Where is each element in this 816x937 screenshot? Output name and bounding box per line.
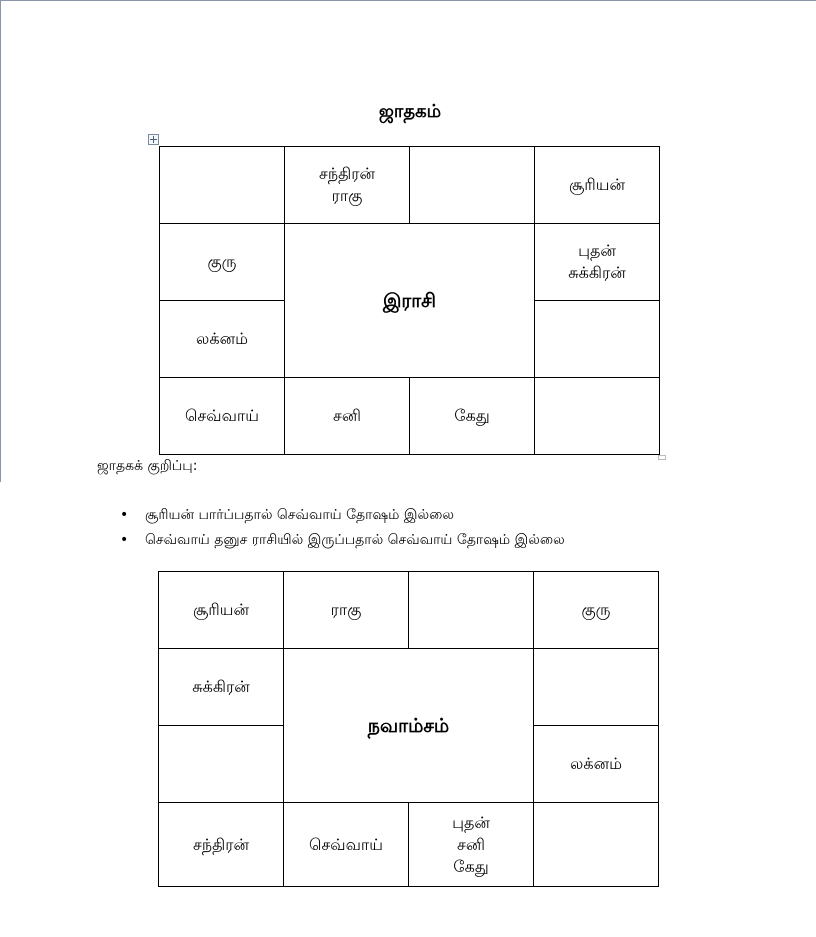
rasi-house-1	[285, 147, 410, 224]
page-edge	[0, 0, 1, 482]
planet-label: சனி	[457, 834, 485, 854]
ascendant-label: லக்னம்	[196, 329, 248, 348]
planet-label: சுக்கிரன்	[568, 263, 626, 282]
planet-label: சனி	[333, 406, 361, 425]
navamsam-house-7	[409, 803, 534, 887]
planet-label: ராகு	[330, 600, 362, 619]
navamsam-house-2	[409, 572, 534, 649]
notes-list	[120, 505, 565, 555]
rasi-house-3	[535, 147, 660, 224]
list-item	[120, 530, 565, 555]
chart-center-label: இராசி	[382, 289, 437, 312]
navamsam-house-5	[534, 726, 659, 803]
navamsam-center	[284, 649, 534, 803]
list-item	[120, 505, 565, 530]
note-text: செவ்வாய் தனுச ராசியில் இருப்பதால் செவ்வாய் தோஷம் இல்லை	[145, 532, 565, 548]
planet-label: புதன்	[452, 812, 490, 832]
planet-label: சுக்கிரன்	[192, 677, 250, 696]
planet-label: சூரியன்	[568, 175, 626, 194]
planet-label: செவ்வாய்	[308, 834, 383, 854]
note-text: சூரியன் பார்ப்பதால் செவ்வாய் தோஷம் இல்லை	[145, 507, 454, 523]
navamsam-house-4	[534, 649, 659, 726]
bullet-icon: •	[120, 507, 129, 523]
navamsam-house-3	[534, 572, 659, 649]
planet-label: கேது	[454, 406, 490, 425]
planet-label: சூரியன்	[192, 600, 250, 619]
bullet-icon: •	[120, 532, 129, 548]
planet-label: சந்திரன்	[192, 834, 249, 854]
planet-label: கேது	[453, 856, 489, 876]
rasi-center	[285, 224, 535, 378]
page-edge	[0, 0, 816, 1]
rasi-house-8	[285, 378, 410, 455]
navamsam-chart	[158, 571, 659, 887]
navamsam-house-6	[534, 803, 659, 887]
rasi-house-6	[535, 378, 660, 455]
ascendant-label: லக்னம்	[570, 754, 622, 773]
navamsam-house-11	[159, 649, 284, 726]
rasi-house-4	[535, 224, 660, 301]
planet-label: குரு	[581, 600, 611, 619]
rasi-house-11	[160, 224, 285, 301]
rasi-house-2	[410, 147, 535, 224]
planet-label: குரு	[207, 252, 237, 271]
page-title: ஜாதகம்	[378, 101, 442, 122]
rasi-house-10	[160, 301, 285, 378]
planet-label: சந்திரன்	[318, 164, 375, 183]
planet-label: ராகு	[331, 186, 363, 205]
table-resize-handle[interactable]	[658, 455, 666, 460]
navamsam-house-10	[159, 726, 284, 803]
rasi-house-12	[160, 147, 285, 224]
notes-heading: ஜாதகக் குறிப்பு:	[97, 458, 198, 474]
navamsam-house-1	[284, 572, 409, 649]
navamsam-house-9	[159, 803, 284, 887]
table-move-handle-icon[interactable]	[148, 134, 159, 145]
rasi-chart	[159, 146, 660, 455]
navamsam-house-8	[284, 803, 409, 887]
chart-center-label: நவாம்சம்	[367, 714, 450, 737]
navamsam-house-12	[159, 572, 284, 649]
rasi-house-5	[535, 301, 660, 378]
planet-label: புதன்	[578, 241, 616, 260]
planet-label: செவ்வாய்	[184, 406, 259, 425]
rasi-house-9	[160, 378, 285, 455]
rasi-house-7	[410, 378, 535, 455]
